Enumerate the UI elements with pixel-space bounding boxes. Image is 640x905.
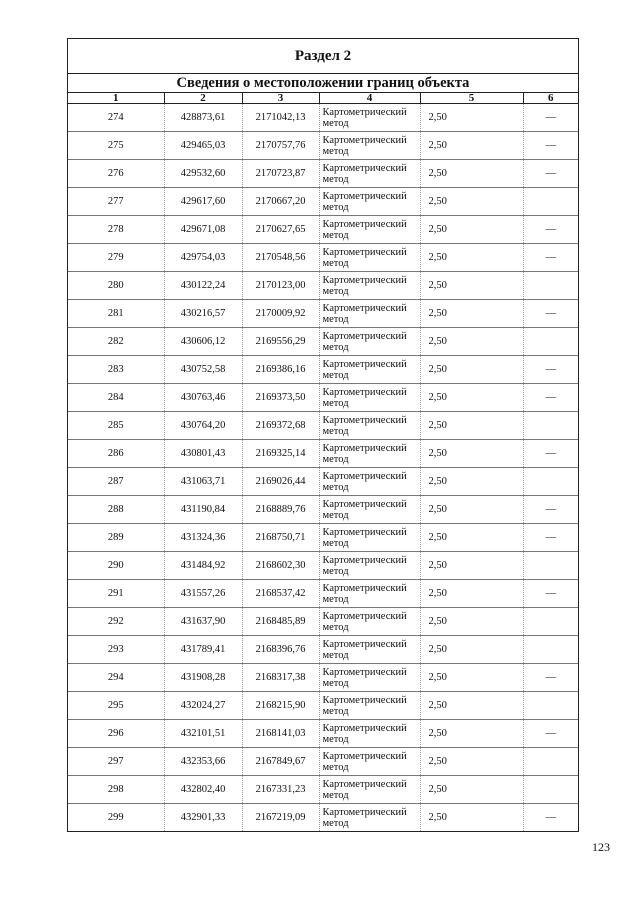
method-line-1: Картометрический	[322, 190, 407, 202]
point-number-cell: 287	[68, 468, 164, 496]
method-cell	[319, 552, 420, 580]
x-coordinate-cell: 431324,36	[164, 524, 242, 552]
y-coordinate-cell: 2170009,92	[242, 300, 319, 328]
description-cell: —	[523, 580, 578, 608]
method-line-1: Картометрический	[322, 414, 407, 426]
table-row	[68, 776, 578, 804]
x-coordinate-cell: 431908,28	[164, 664, 242, 692]
method-line-2: метод	[322, 397, 349, 409]
table-row	[68, 580, 578, 608]
method-cell	[319, 804, 420, 832]
y-coordinate-cell: 2168889,76	[242, 496, 319, 524]
point-number-cell: 296	[68, 720, 164, 748]
method-line-2: метод	[322, 341, 349, 353]
y-coordinate-cell: 2170757,76	[242, 132, 319, 160]
method-line-1: Картометрический	[322, 358, 407, 370]
description-cell: —	[523, 384, 578, 412]
x-coordinate-cell: 431063,71	[164, 468, 242, 496]
method-line-1: Картометрический	[322, 750, 407, 762]
y-coordinate-cell: 2168537,42	[242, 580, 319, 608]
y-coordinate-cell: 2169372,68	[242, 412, 319, 440]
description-cell	[523, 272, 578, 300]
accuracy-cell: 2,50	[420, 412, 523, 440]
method-line-1: Картометрический	[322, 470, 407, 482]
method-line-2: метод	[322, 733, 349, 745]
method-line-2: метод	[322, 565, 349, 577]
y-coordinate-cell: 2169373,50	[242, 384, 319, 412]
section-title: Раздел 2	[68, 39, 578, 74]
page-number: 123	[592, 840, 610, 854]
method-line-1: Картометрический	[322, 302, 407, 314]
table-row	[68, 804, 578, 832]
description-cell: —	[523, 496, 578, 524]
section-frame	[67, 38, 579, 832]
point-number-cell: 283	[68, 356, 164, 384]
method-line-2: метод	[322, 117, 349, 129]
accuracy-cell: 2,50	[420, 216, 523, 244]
y-coordinate-cell: 2168396,76	[242, 636, 319, 664]
header-col-3: 3	[242, 93, 319, 104]
method-cell	[319, 496, 420, 524]
accuracy-cell: 2,50	[420, 272, 523, 300]
method-line-2: метод	[322, 509, 349, 521]
y-coordinate-cell: 2167219,09	[242, 804, 319, 832]
description-cell: —	[523, 356, 578, 384]
header-col-4: 4	[319, 93, 420, 104]
description-cell	[523, 552, 578, 580]
method-line-1: Картометрический	[322, 806, 407, 818]
method-line-1: Картометрический	[322, 162, 407, 174]
table-row	[68, 356, 578, 384]
description-cell	[523, 636, 578, 664]
point-number-cell: 290	[68, 552, 164, 580]
table-row	[68, 384, 578, 412]
method-line-2: метод	[322, 705, 349, 717]
method-line-1: Картометрический	[322, 554, 407, 566]
method-cell	[319, 104, 420, 132]
x-coordinate-cell: 430122,24	[164, 272, 242, 300]
method-line-2: метод	[322, 425, 349, 437]
method-line-1: Картометрический	[322, 218, 407, 230]
point-number-cell: 293	[68, 636, 164, 664]
description-cell: —	[523, 664, 578, 692]
point-number-cell: 282	[68, 328, 164, 356]
description-cell	[523, 468, 578, 496]
description-cell: —	[523, 524, 578, 552]
description-cell	[523, 412, 578, 440]
table-row	[68, 132, 578, 160]
accuracy-cell: 2,50	[420, 524, 523, 552]
description-cell: —	[523, 132, 578, 160]
description-cell: —	[523, 440, 578, 468]
table-row	[68, 328, 578, 356]
point-number-cell: 286	[68, 440, 164, 468]
x-coordinate-cell: 432024,27	[164, 692, 242, 720]
method-line-2: метод	[322, 817, 349, 829]
method-cell	[319, 216, 420, 244]
description-cell: —	[523, 804, 578, 832]
method-line-1: Картометрический	[322, 442, 407, 454]
method-line-2: метод	[322, 453, 349, 465]
description-cell	[523, 608, 578, 636]
y-coordinate-cell: 2168317,38	[242, 664, 319, 692]
point-number-cell: 297	[68, 748, 164, 776]
point-number-cell: 292	[68, 608, 164, 636]
x-coordinate-cell: 429754,03	[164, 244, 242, 272]
method-cell	[319, 636, 420, 664]
y-coordinate-cell: 2168602,30	[242, 552, 319, 580]
table-row	[68, 160, 578, 188]
method-line-1: Картометрический	[322, 526, 407, 538]
description-cell	[523, 188, 578, 216]
description-cell	[523, 748, 578, 776]
table-row	[68, 216, 578, 244]
y-coordinate-cell: 2167849,67	[242, 748, 319, 776]
point-number-cell: 289	[68, 524, 164, 552]
method-line-2: метод	[322, 593, 349, 605]
method-line-1: Картометрический	[322, 246, 407, 258]
method-line-1: Картометрический	[322, 582, 407, 594]
table-row	[68, 104, 578, 132]
accuracy-cell: 2,50	[420, 496, 523, 524]
accuracy-cell: 2,50	[420, 300, 523, 328]
accuracy-cell: 2,50	[420, 720, 523, 748]
accuracy-cell: 2,50	[420, 328, 523, 356]
table-row	[68, 524, 578, 552]
method-line-1: Картометрический	[322, 106, 407, 118]
x-coordinate-cell: 431789,41	[164, 636, 242, 664]
y-coordinate-cell: 2170667,20	[242, 188, 319, 216]
method-line-2: метод	[322, 621, 349, 633]
point-number-cell: 298	[68, 776, 164, 804]
y-coordinate-cell: 2167331,23	[242, 776, 319, 804]
point-number-cell: 277	[68, 188, 164, 216]
table-row	[68, 748, 578, 776]
description-cell	[523, 692, 578, 720]
method-line-2: метод	[322, 649, 349, 661]
method-line-2: метод	[322, 481, 349, 493]
method-cell	[319, 692, 420, 720]
point-number-cell: 294	[68, 664, 164, 692]
x-coordinate-cell: 430801,43	[164, 440, 242, 468]
method-cell	[319, 412, 420, 440]
method-line-2: метод	[322, 285, 349, 297]
method-cell	[319, 160, 420, 188]
point-number-cell: 285	[68, 412, 164, 440]
table-row	[68, 188, 578, 216]
y-coordinate-cell: 2171042,13	[242, 104, 319, 132]
accuracy-cell: 2,50	[420, 104, 523, 132]
description-cell: —	[523, 104, 578, 132]
section-subtitle: Сведения о местоположении границ объекта	[68, 74, 578, 93]
y-coordinate-cell: 2168485,89	[242, 608, 319, 636]
header-col-2: 2	[164, 93, 242, 104]
method-line-2: метод	[322, 789, 349, 801]
accuracy-cell: 2,50	[420, 552, 523, 580]
point-number-cell: 278	[68, 216, 164, 244]
accuracy-cell: 2,50	[420, 160, 523, 188]
description-cell	[523, 776, 578, 804]
x-coordinate-cell: 429617,60	[164, 188, 242, 216]
x-coordinate-cell: 431557,26	[164, 580, 242, 608]
table-row	[68, 272, 578, 300]
point-number-cell: 280	[68, 272, 164, 300]
boundary-table	[68, 93, 578, 831]
point-number-cell: 279	[68, 244, 164, 272]
method-cell	[319, 748, 420, 776]
method-cell	[319, 664, 420, 692]
table-row	[68, 720, 578, 748]
y-coordinate-cell: 2169556,29	[242, 328, 319, 356]
x-coordinate-cell: 432802,40	[164, 776, 242, 804]
method-line-2: метод	[322, 201, 349, 213]
method-line-1: Картометрический	[322, 778, 407, 790]
accuracy-cell: 2,50	[420, 244, 523, 272]
table-row	[68, 412, 578, 440]
accuracy-cell: 2,50	[420, 132, 523, 160]
x-coordinate-cell: 432353,66	[164, 748, 242, 776]
method-line-2: метод	[322, 145, 349, 157]
x-coordinate-cell: 430606,12	[164, 328, 242, 356]
point-number-cell: 288	[68, 496, 164, 524]
x-coordinate-cell: 428873,61	[164, 104, 242, 132]
point-number-cell: 295	[68, 692, 164, 720]
y-coordinate-cell: 2170627,65	[242, 216, 319, 244]
accuracy-cell: 2,50	[420, 356, 523, 384]
x-coordinate-cell: 431637,90	[164, 608, 242, 636]
method-cell	[319, 132, 420, 160]
x-coordinate-cell: 429532,60	[164, 160, 242, 188]
method-cell	[319, 188, 420, 216]
description-cell: —	[523, 720, 578, 748]
point-number-cell: 275	[68, 132, 164, 160]
table-row	[68, 552, 578, 580]
x-coordinate-cell: 431484,92	[164, 552, 242, 580]
table-row	[68, 496, 578, 524]
y-coordinate-cell: 2168215,90	[242, 692, 319, 720]
point-number-cell: 281	[68, 300, 164, 328]
y-coordinate-cell: 2168141,03	[242, 720, 319, 748]
description-cell: —	[523, 160, 578, 188]
accuracy-cell: 2,50	[420, 664, 523, 692]
y-coordinate-cell: 2170548,56	[242, 244, 319, 272]
table-row	[68, 608, 578, 636]
method-line-2: метод	[322, 369, 349, 381]
header-col-5: 5	[420, 93, 523, 104]
method-line-1: Картометрический	[322, 638, 407, 650]
description-cell: —	[523, 300, 578, 328]
method-cell	[319, 776, 420, 804]
point-number-cell: 291	[68, 580, 164, 608]
x-coordinate-cell: 430763,46	[164, 384, 242, 412]
y-coordinate-cell: 2168750,71	[242, 524, 319, 552]
accuracy-cell: 2,50	[420, 440, 523, 468]
table-row	[68, 692, 578, 720]
method-line-2: метод	[322, 229, 349, 241]
point-number-cell: 299	[107, 812, 124, 823]
method-line-2: метод	[322, 257, 349, 269]
x-coordinate-cell: 432901,33	[164, 804, 242, 832]
table-row	[68, 440, 578, 468]
point-number-cell: 274	[68, 104, 164, 132]
table-row	[68, 300, 578, 328]
x-coordinate-cell: 431190,84	[164, 496, 242, 524]
method-line-1: Картометрический	[322, 694, 407, 706]
table-row	[68, 664, 578, 692]
method-cell	[319, 384, 420, 412]
y-coordinate-cell: 2170123,00	[242, 272, 319, 300]
method-cell	[319, 328, 420, 356]
accuracy-cell: 2,50	[420, 580, 523, 608]
accuracy-cell: 2,50	[420, 188, 523, 216]
x-coordinate-cell: 429671,08	[164, 216, 242, 244]
method-line-1: Картометрический	[322, 274, 407, 286]
table-body	[68, 104, 578, 832]
method-line-1: Картометрический	[322, 386, 407, 398]
point-number-cell: 276	[68, 160, 164, 188]
method-line-1: Картометрический	[322, 666, 407, 678]
description-cell	[523, 328, 578, 356]
method-line-1: Картометрический	[322, 330, 407, 342]
y-coordinate-cell: 2169026,44	[242, 468, 319, 496]
method-line-1: Картометрический	[322, 498, 407, 510]
description-cell: —	[523, 244, 578, 272]
header-col-6: 6	[523, 93, 578, 104]
accuracy-cell: 2,50	[420, 384, 523, 412]
x-coordinate-cell: 429465,03	[164, 132, 242, 160]
accuracy-cell: 2,50	[420, 776, 523, 804]
accuracy-cell: 2,50	[420, 468, 523, 496]
accuracy-cell: 2,50	[420, 608, 523, 636]
method-cell	[319, 440, 420, 468]
table-header	[68, 93, 578, 104]
method-line-1: Картометрический	[322, 610, 407, 622]
method-line-1: Картометрический	[322, 134, 407, 146]
accuracy-cell: 2,50	[420, 748, 523, 776]
x-coordinate-cell: 430752,58	[164, 356, 242, 384]
x-coordinate-cell: 432101,51	[164, 720, 242, 748]
accuracy-cell: 2,50	[420, 636, 523, 664]
x-coordinate-cell: 430764,20	[164, 412, 242, 440]
table-row	[68, 244, 578, 272]
header-col-1: 1	[68, 93, 164, 104]
method-line-2: метод	[322, 313, 349, 325]
description-cell: —	[523, 216, 578, 244]
method-cell	[319, 300, 420, 328]
accuracy-cell: 2,50	[420, 804, 523, 832]
method-line-2: метод	[322, 761, 349, 773]
method-line-2: метод	[322, 537, 349, 549]
method-cell	[319, 720, 420, 748]
accuracy-cell: 2,50	[420, 692, 523, 720]
y-coordinate-cell: 2169386,16	[242, 356, 319, 384]
method-line-2: метод	[322, 173, 349, 185]
y-coordinate-cell: 2170723,87	[242, 160, 319, 188]
y-coordinate-cell: 2169325,14	[242, 440, 319, 468]
method-cell	[319, 244, 420, 272]
point-number-cell: 284	[68, 384, 164, 412]
x-coordinate-cell: 430216,57	[164, 300, 242, 328]
method-cell	[319, 524, 420, 552]
method-cell	[319, 272, 420, 300]
method-cell	[319, 580, 420, 608]
method-line-1: Картометрический	[322, 722, 407, 734]
table-row	[68, 468, 578, 496]
method-cell	[319, 356, 420, 384]
method-line-2: метод	[322, 677, 349, 689]
method-cell	[319, 468, 420, 496]
table-row	[68, 636, 578, 664]
method-cell	[319, 608, 420, 636]
